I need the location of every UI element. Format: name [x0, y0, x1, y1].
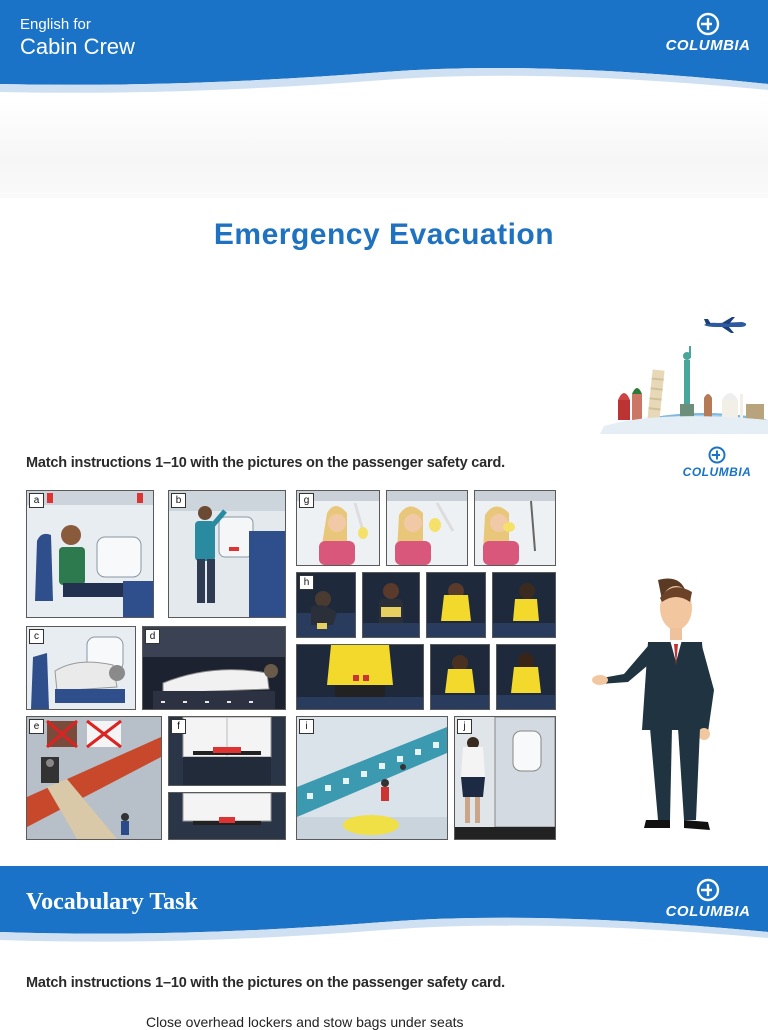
cabin-door-illustration [455, 717, 555, 839]
logo-text: COLUMBIA [665, 903, 751, 920]
seated-passenger-illustration [27, 491, 153, 617]
safety-panel-c [26, 626, 136, 710]
panel-label: e [29, 719, 44, 734]
safety-panel-d [142, 626, 286, 710]
panel-label: c [29, 629, 44, 644]
safety-panel-g [296, 490, 380, 566]
panel-label: f [171, 719, 186, 734]
instruction-item-1: Close overhead lockers and stow bags under seats [146, 1014, 464, 1030]
landmarks-illustration [600, 340, 768, 434]
safety-panel-a [26, 490, 154, 618]
panel-label: i [299, 719, 314, 734]
brand-subtitle: English for [20, 16, 91, 33]
safety-panel-i [296, 716, 448, 840]
logo-text: COLUMBIA [682, 465, 752, 479]
airplane-icon [702, 316, 748, 334]
panel-label: h [299, 575, 314, 590]
safety-panel-h6 [430, 644, 490, 710]
safety-panel-b [168, 490, 286, 618]
safety-panel-e [26, 716, 162, 840]
course-brand [20, 16, 135, 60]
vocabulary-instruction: Match instructions 1–10 with the pictures on the passenger safety card. [26, 975, 505, 991]
columbia-logo-2 [676, 446, 758, 479]
lifejacket-illustration [363, 573, 419, 637]
seatbelt-illustration [169, 717, 285, 785]
safety-panel-h [296, 572, 356, 638]
brand-title: Cabin Crew [20, 34, 135, 59]
panel-label: j [457, 719, 472, 734]
panel-label: a [29, 493, 44, 508]
lifejacket-illustration [497, 645, 555, 709]
globe-icon [695, 12, 721, 36]
globe-icon [707, 446, 727, 464]
lifejacket-illustration [297, 645, 423, 709]
presenter-illustration [592, 570, 722, 838]
panel-label: b [171, 493, 186, 508]
safety-panel-h2 [362, 572, 420, 638]
safety-panel-h7 [496, 644, 556, 710]
seatbelt-illustration [169, 793, 285, 839]
safety-card-instruction: Match instructions 1–10 with the pictures on the passenger safety card. [26, 455, 505, 471]
oxygen-mask-illustration [387, 491, 467, 565]
slide-title-3: Vocabulary Task [26, 889, 198, 915]
safety-panel-j [454, 716, 556, 840]
water-evacuation-illustration [297, 717, 447, 839]
lifejacket-illustration [431, 645, 489, 709]
columbia-logo-3 [656, 878, 760, 920]
slide-background-band [0, 100, 768, 198]
lifejacket-illustration [427, 573, 485, 637]
slide-evacuation-illustration [27, 717, 161, 839]
safety-panel-h3 [426, 572, 486, 638]
panel-label: g [299, 493, 314, 508]
globe-icon [695, 878, 721, 902]
crawl-smoke-illustration [143, 627, 285, 709]
safety-panel-h4 [492, 572, 556, 638]
safety-panel-f2 [168, 792, 286, 840]
safety-panel-g3 [474, 490, 556, 566]
columbia-logo [656, 12, 760, 54]
logo-text: COLUMBIA [665, 37, 751, 54]
safety-panel-h5 [296, 644, 424, 710]
lifejacket-illustration [493, 573, 555, 637]
slide-title: Emergency Evacuation [213, 218, 555, 251]
safety-panel-f [168, 716, 286, 786]
safety-panel-g2 [386, 490, 468, 566]
panel-label: d [145, 629, 160, 644]
oxygen-mask-illustration [475, 491, 555, 565]
overhead-locker-illustration [169, 491, 285, 617]
